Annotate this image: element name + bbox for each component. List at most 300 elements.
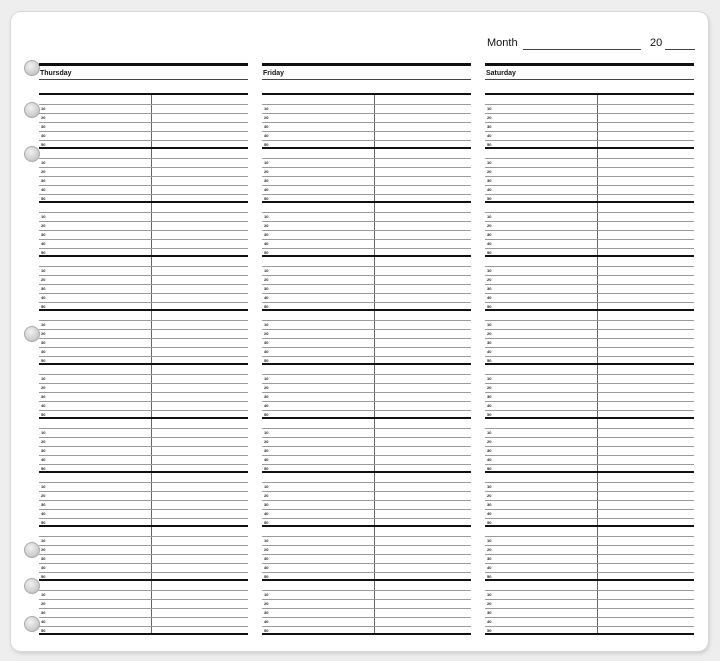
minute-rule (262, 248, 471, 249)
minute-label: 50 (487, 304, 492, 309)
minute-rule (262, 176, 471, 177)
minute-rule (262, 401, 471, 402)
minute-rule (39, 428, 248, 429)
minute-label: 40 (41, 295, 46, 300)
minute-rule (262, 482, 471, 483)
hour-block[interactable] (485, 255, 694, 309)
minute-label: 50 (41, 412, 46, 417)
minute-label: 30 (41, 394, 46, 399)
minute-rule (485, 563, 694, 564)
minute-label: 30 (487, 232, 492, 237)
minute-label: 30 (487, 448, 492, 453)
minute-label: 30 (487, 502, 492, 507)
minute-rule (262, 500, 471, 501)
minute-label: 20 (487, 277, 492, 282)
day-underline (485, 79, 694, 80)
minute-label: 10 (487, 376, 492, 381)
minute-rule (39, 392, 248, 393)
hour-block[interactable] (39, 255, 248, 309)
minute-label: 30 (264, 610, 269, 615)
hour-block[interactable] (485, 525, 694, 579)
minute-rule (39, 140, 248, 141)
minute-label: 20 (264, 547, 269, 552)
minute-label: 40 (487, 403, 492, 408)
minute-label: 30 (487, 610, 492, 615)
minute-rule (485, 329, 694, 330)
minute-label: 10 (264, 322, 269, 327)
minute-label: 50 (487, 358, 492, 363)
minute-rule (262, 167, 471, 168)
hour-block[interactable] (39, 471, 248, 525)
binder-hole (24, 146, 40, 162)
minute-rule (262, 374, 471, 375)
minute-label: 40 (264, 349, 269, 354)
hour-block[interactable] (39, 93, 248, 147)
minute-label: 10 (487, 160, 492, 165)
minute-rule (39, 464, 248, 465)
year-label: 20 (650, 37, 663, 49)
minute-label: 50 (487, 574, 492, 579)
minute-rule (485, 131, 694, 132)
minute-label: 40 (41, 403, 46, 408)
minute-label: 20 (264, 223, 269, 228)
bottom-rule (485, 633, 694, 635)
day-top-rule (262, 63, 471, 66)
minute-label: 20 (41, 601, 46, 606)
minute-rule (39, 599, 248, 600)
minute-rule (39, 122, 248, 123)
minute-rule (262, 185, 471, 186)
hour-block[interactable] (262, 363, 471, 417)
minute-label: 40 (264, 511, 269, 516)
minute-rule (262, 599, 471, 600)
minute-label: 20 (41, 493, 46, 498)
minute-label: 50 (264, 574, 269, 579)
minute-rule (39, 104, 248, 105)
minute-rule (39, 509, 248, 510)
hour-block[interactable] (262, 309, 471, 363)
minute-rule (485, 374, 694, 375)
minute-rule (262, 383, 471, 384)
hour-block[interactable] (485, 201, 694, 255)
hour-block[interactable] (39, 579, 248, 633)
minute-rule (485, 113, 694, 114)
minute-label: 50 (487, 142, 492, 147)
minute-rule (39, 500, 248, 501)
hour-block[interactable] (262, 93, 471, 147)
minute-rule (262, 293, 471, 294)
minute-rule (39, 320, 248, 321)
minute-label: 50 (487, 520, 492, 525)
minute-label: 50 (41, 466, 46, 471)
minute-label: 50 (41, 574, 46, 579)
minute-label: 10 (264, 484, 269, 489)
minute-label: 30 (264, 340, 269, 345)
minute-rule (485, 572, 694, 573)
minute-rule (262, 608, 471, 609)
hour-block[interactable] (485, 93, 694, 147)
minute-label: 50 (487, 628, 492, 633)
minute-rule (485, 221, 694, 222)
minute-label: 20 (487, 493, 492, 498)
hour-block[interactable] (485, 471, 694, 525)
minute-label: 10 (487, 538, 492, 543)
binder-hole (24, 616, 40, 632)
minute-label: 30 (264, 286, 269, 291)
minute-label: 20 (264, 169, 269, 174)
minute-label: 30 (264, 232, 269, 237)
minute-rule (485, 464, 694, 465)
minute-label: 10 (487, 106, 492, 111)
minute-label: 30 (264, 178, 269, 183)
hour-block[interactable] (262, 579, 471, 633)
hour-block[interactable] (262, 255, 471, 309)
minute-rule (262, 275, 471, 276)
minute-label: 30 (264, 124, 269, 129)
minute-rule (485, 104, 694, 105)
minute-rule (485, 401, 694, 402)
minute-rule (39, 572, 248, 573)
year-field[interactable] (665, 49, 695, 50)
minute-label: 30 (41, 610, 46, 615)
minute-label: 20 (41, 385, 46, 390)
minute-rule (39, 167, 248, 168)
minute-label: 20 (264, 277, 269, 282)
minute-rule (262, 356, 471, 357)
minute-rule (262, 491, 471, 492)
minute-label: 40 (264, 295, 269, 300)
minute-rule (39, 212, 248, 213)
minute-label: 20 (487, 223, 492, 228)
minute-label: 10 (264, 592, 269, 597)
minute-label: 40 (41, 457, 46, 462)
minute-label: 20 (264, 493, 269, 498)
minute-label: 20 (487, 331, 492, 336)
minute-rule (262, 617, 471, 618)
minute-rule (485, 608, 694, 609)
minute-label: 30 (487, 178, 492, 183)
minute-rule (262, 545, 471, 546)
minute-label: 10 (487, 430, 492, 435)
minute-rule (262, 113, 471, 114)
minute-rule (262, 554, 471, 555)
minute-label: 50 (41, 358, 46, 363)
minute-rule (485, 410, 694, 411)
minute-label: 30 (264, 556, 269, 561)
minute-label: 20 (487, 547, 492, 552)
day-column-thursday (39, 63, 248, 633)
minute-label: 40 (264, 241, 269, 246)
minute-label: 30 (41, 502, 46, 507)
minute-label: 10 (41, 106, 46, 111)
minute-rule (39, 113, 248, 114)
minute-label: 30 (487, 286, 492, 291)
minute-label: 50 (487, 196, 492, 201)
minute-label: 10 (41, 322, 46, 327)
minute-rule (262, 563, 471, 564)
minute-rule (262, 122, 471, 123)
minute-label: 40 (487, 241, 492, 246)
minute-rule (262, 347, 471, 348)
hour-block[interactable] (262, 417, 471, 471)
minute-rule (39, 185, 248, 186)
minute-rule (39, 383, 248, 384)
minute-label: 50 (264, 142, 269, 147)
minute-rule (39, 221, 248, 222)
minute-label: 40 (487, 349, 492, 354)
minute-rule (485, 293, 694, 294)
minute-rule (485, 230, 694, 231)
hour-block[interactable] (39, 363, 248, 417)
minute-rule (262, 590, 471, 591)
minute-label: 30 (264, 448, 269, 453)
minute-label: 50 (264, 250, 269, 255)
minute-label: 50 (264, 628, 269, 633)
day-underline (262, 79, 471, 80)
minute-rule (485, 599, 694, 600)
minute-label: 10 (41, 484, 46, 489)
minute-label: 40 (41, 565, 46, 570)
minute-label: 50 (41, 250, 46, 255)
minute-rule (262, 302, 471, 303)
minute-rule (262, 266, 471, 267)
minute-label: 40 (264, 619, 269, 624)
minute-rule (39, 617, 248, 618)
minute-rule (262, 158, 471, 159)
minute-rule (485, 122, 694, 123)
day-top-rule (39, 63, 248, 66)
minute-rule (262, 392, 471, 393)
minute-label: 30 (41, 340, 46, 345)
hour-block[interactable] (262, 525, 471, 579)
binder-hole (24, 326, 40, 342)
minute-label: 20 (41, 331, 46, 336)
hour-block[interactable] (262, 471, 471, 525)
minute-label: 10 (41, 430, 46, 435)
minute-label: 40 (264, 187, 269, 192)
day-column-friday (262, 63, 471, 633)
minute-rule (39, 338, 248, 339)
hour-block[interactable] (39, 417, 248, 471)
minute-label: 50 (41, 520, 46, 525)
minute-label: 20 (41, 115, 46, 120)
minute-label: 40 (487, 133, 492, 138)
minute-rule (262, 131, 471, 132)
minute-label: 20 (264, 601, 269, 606)
minute-rule (485, 383, 694, 384)
hour-block[interactable] (485, 147, 694, 201)
minute-rule (262, 509, 471, 510)
minute-rule (262, 455, 471, 456)
minute-rule (262, 446, 471, 447)
minute-rule (39, 590, 248, 591)
minute-rule (262, 428, 471, 429)
minute-label: 50 (264, 520, 269, 525)
minute-rule (262, 239, 471, 240)
minute-label: 20 (487, 115, 492, 120)
minute-rule (39, 293, 248, 294)
hour-block[interactable] (39, 309, 248, 363)
minute-rule (39, 266, 248, 267)
minute-rule (262, 437, 471, 438)
minute-rule (485, 185, 694, 186)
minute-label: 10 (41, 160, 46, 165)
minute-label: 10 (264, 430, 269, 435)
minute-label: 40 (487, 457, 492, 462)
hour-block[interactable] (485, 363, 694, 417)
minute-rule (39, 446, 248, 447)
minute-rule (485, 590, 694, 591)
minute-rule (262, 320, 471, 321)
minute-rule (39, 491, 248, 492)
minute-rule (262, 464, 471, 465)
minute-label: 50 (264, 358, 269, 363)
minute-rule (485, 248, 694, 249)
minute-rule (39, 455, 248, 456)
minute-label: 50 (41, 142, 46, 147)
minute-label: 10 (41, 376, 46, 381)
minute-label: 10 (264, 106, 269, 111)
minute-rule (262, 284, 471, 285)
minute-rule (39, 239, 248, 240)
minute-rule (485, 275, 694, 276)
minute-rule (485, 239, 694, 240)
month-year-header (487, 27, 697, 47)
minute-rule (39, 626, 248, 627)
minute-label: 10 (264, 376, 269, 381)
minute-label: 10 (264, 160, 269, 165)
minute-label: 40 (487, 187, 492, 192)
minute-label: 30 (487, 340, 492, 345)
minute-label: 30 (41, 556, 46, 561)
minute-rule (262, 230, 471, 231)
minute-label: 10 (41, 538, 46, 543)
minute-rule (485, 212, 694, 213)
minute-label: 30 (264, 394, 269, 399)
minute-rule (39, 275, 248, 276)
minute-rule (485, 347, 694, 348)
minute-rule (485, 356, 694, 357)
minute-rule (485, 455, 694, 456)
minute-rule (39, 410, 248, 411)
minute-label: 50 (487, 412, 492, 417)
minute-rule (39, 482, 248, 483)
minute-rule (485, 392, 694, 393)
hour-block[interactable] (485, 417, 694, 471)
minute-label: 50 (487, 250, 492, 255)
minute-rule (262, 518, 471, 519)
minute-label: 10 (264, 538, 269, 543)
minute-label: 40 (487, 295, 492, 300)
hour-block[interactable] (262, 147, 471, 201)
minute-label: 30 (41, 124, 46, 129)
minute-label: 50 (41, 304, 46, 309)
hour-block[interactable] (39, 201, 248, 255)
month-field[interactable] (523, 49, 641, 50)
minute-rule (485, 284, 694, 285)
day-underline (39, 79, 248, 80)
minute-rule (39, 230, 248, 231)
hour-block[interactable] (485, 579, 694, 633)
minute-rule (485, 545, 694, 546)
minute-rule (39, 401, 248, 402)
day-name: Thursday (40, 70, 72, 77)
month-label: Month (487, 37, 518, 49)
minute-label: 10 (264, 268, 269, 273)
minute-rule (39, 536, 248, 537)
minute-rule (39, 347, 248, 348)
minute-rule (485, 482, 694, 483)
hour-block[interactable] (485, 309, 694, 363)
minute-rule (485, 437, 694, 438)
minute-rule (262, 536, 471, 537)
minute-label: 10 (487, 322, 492, 327)
minute-label: 20 (41, 439, 46, 444)
minute-rule (485, 266, 694, 267)
minute-rule (262, 626, 471, 627)
minute-label: 30 (487, 124, 492, 129)
minute-label: 40 (487, 511, 492, 516)
minute-label: 50 (41, 196, 46, 201)
minute-label: 30 (41, 286, 46, 291)
minute-label: 40 (41, 187, 46, 192)
minute-label: 20 (264, 115, 269, 120)
binder-hole (24, 542, 40, 558)
minute-rule (485, 554, 694, 555)
hour-block[interactable] (39, 525, 248, 579)
minute-rule (485, 194, 694, 195)
minute-rule (485, 320, 694, 321)
minute-rule (262, 194, 471, 195)
minute-rule (262, 410, 471, 411)
minute-label: 10 (264, 214, 269, 219)
minute-rule (485, 140, 694, 141)
hour-block[interactable] (39, 147, 248, 201)
minute-label: 30 (487, 394, 492, 399)
binder-hole (24, 60, 40, 76)
minute-label: 40 (487, 619, 492, 624)
minute-label: 20 (264, 439, 269, 444)
hour-block[interactable] (262, 201, 471, 255)
minute-label: 20 (41, 223, 46, 228)
minute-label: 40 (487, 565, 492, 570)
binder-hole (24, 578, 40, 594)
minute-rule (485, 167, 694, 168)
minute-label: 50 (264, 412, 269, 417)
minute-label: 20 (264, 331, 269, 336)
minute-label: 30 (41, 178, 46, 183)
minute-rule (262, 329, 471, 330)
day-name: Saturday (486, 70, 516, 77)
minute-rule (39, 608, 248, 609)
minute-rule (485, 626, 694, 627)
minute-rule (39, 356, 248, 357)
minute-rule (39, 518, 248, 519)
minute-label: 50 (487, 466, 492, 471)
minute-rule (485, 500, 694, 501)
minute-label: 30 (487, 556, 492, 561)
minute-label: 10 (487, 214, 492, 219)
minute-label: 20 (41, 169, 46, 174)
bottom-rule (39, 633, 248, 635)
minute-rule (485, 536, 694, 537)
minute-label: 10 (41, 592, 46, 597)
minute-rule (485, 428, 694, 429)
minute-label: 50 (41, 628, 46, 633)
minute-rule (39, 302, 248, 303)
minute-rule (39, 176, 248, 177)
minute-rule (262, 338, 471, 339)
